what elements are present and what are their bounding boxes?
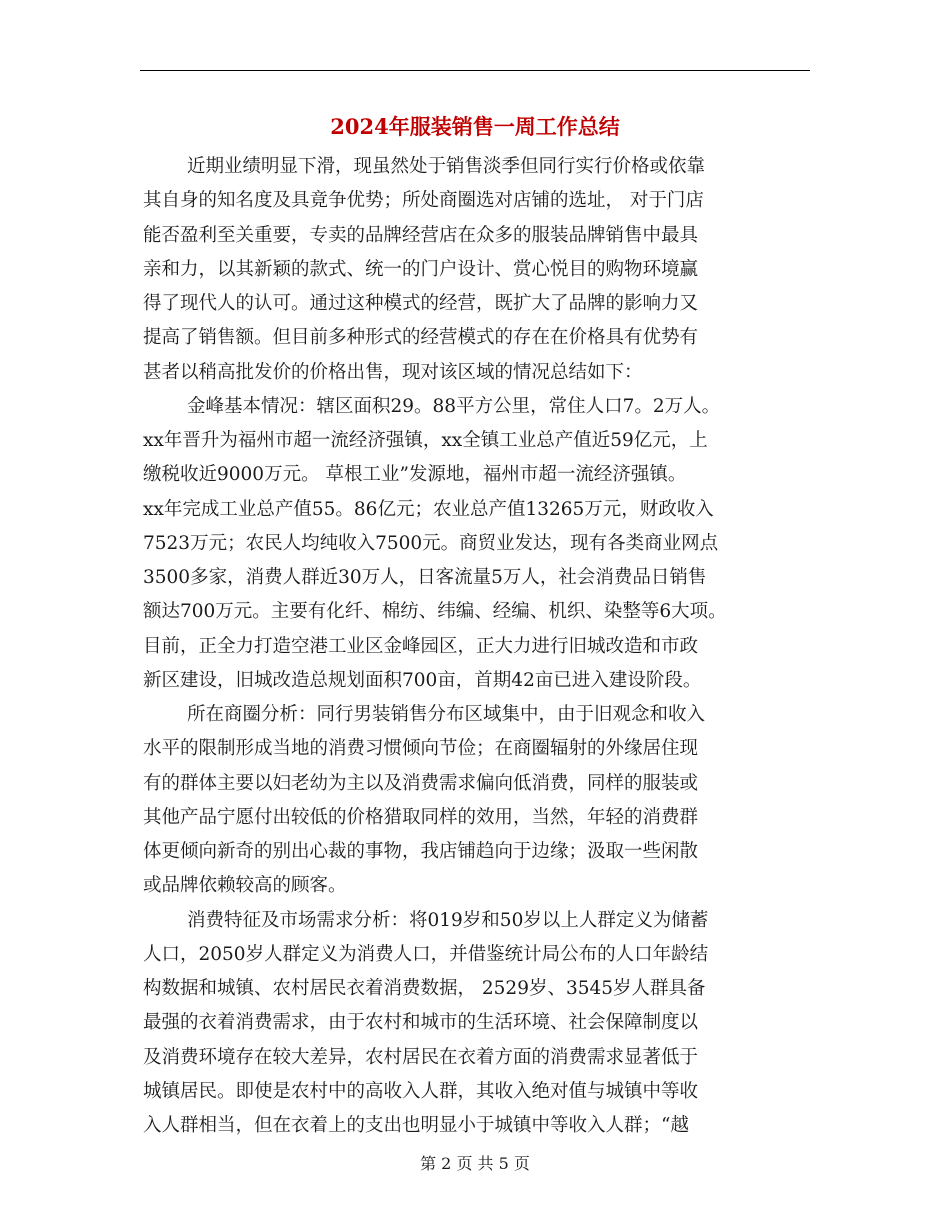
paragraph-line: 亲和力，以其新颖的款式、统一的门户设计、赏心悦目的购物环境赢 [143,258,699,280]
paragraph-line: 其他产品宁愿付出较低的价格猎取同样的效用，当然，年轻的消费群 [143,806,699,828]
paragraph-line: 消费特征及市场需求分析：将019岁和50岁以上人群定义为储蓄 [187,909,709,931]
paragraph-line: 3500多家，消费人群近30万人，日客流量5万人，社会消费品日销售 [143,567,707,588]
document-title: 2024年服装销售一周工作总结 [330,114,620,139]
paragraph-line: 目前，正全力打造空港工业区金峰园区，正大力进行旧城改造和市政 [143,635,699,657]
paragraph-line: 得了现代人的认可。通过这种模式的经营，既扩大了品牌的影响力又 [143,293,699,314]
paragraph-line: 体更倾向新奇的别出心裁的事物，我店铺趋向于边缘；汲取一些闲散 [143,841,699,862]
page-number-footer: 第 2 页 共 5 页 [420,1154,530,1173]
paragraph-line: 入人群相当，但在衣着上的支出也明显小于城镇中等收入人群；“越 [143,1115,689,1136]
paragraph-line: 甚者以稍高批发价的价格出售，现对该区域的情况总结如下： [143,361,643,383]
paragraph-line: 最强的衣着消费需求，由于农村和城市的生活环境、社会保障制度以 [143,1012,699,1034]
paragraph-line: 人口，2050岁人群定义为消费人口，并借鉴统计局公布的人口年龄结 [143,943,709,965]
paragraph-line: 其自身的知名度及具竟争优势；所处商圈选对店铺的选址， 对于门店 [143,190,704,212]
paragraph-line: 7523万元；农民人均纯收入7500元。商贸业发达，现有各类商业网点 [143,532,719,554]
paragraph-line: 水平的限制形成当地的消费习惯倾向节俭；在商圈辐射的外缘居住现 [143,738,699,760]
paragraph-line: 或品牌依赖较高的顾客。 [143,875,347,897]
paragraph-line: 及消费环境存在较大差异，农村居民在衣着方面的消费需求显著低于 [143,1046,699,1068]
paragraph-line: xx年晋升为福州市超一流经济强镇，xx全镇工业总产值近59亿元，上 [143,430,708,451]
paragraph-line: 额达700万元。主要有化纤、棉纺、纬编、经编、机织、染整等6大项。 [143,601,727,623]
paragraph-line: 缴税收近9000万元。 草根工业”发源地，福州市超一流经济强镇。 [143,464,687,486]
header-rule [140,70,810,71]
paragraph-line: 金峰基本情况：辖区面积29。88平方公里，常住人口7。2万人。 [187,395,721,417]
paragraph-line: 所在商圈分析：同行男装销售分布区域集中，由于旧观念和收入 [187,704,706,725]
paragraph-line: 近期业绩明显下滑，现虽然处于销售淡季但同行实行价格或依靠 [187,156,706,177]
document-body [143,150,843,1143]
paragraph-line: 有的群体主要以妇老幼为主以及消费需求偏向低消费，同样的服装或 [143,772,699,794]
paragraph-line: 城镇居民。即使是农村中的高收入人群，其收入绝对值与城镇中等收 [143,1080,699,1102]
paragraph-line: 提高了销售额。但目前多种形式的经营模式的存在在价格具有优势有 [143,327,699,349]
paragraph-line: 构数据和城镇、农村居民衣着消费数据， 2529岁、3545岁人群具备 [143,978,706,999]
paragraph-line: 新区建设，旧城改造总规划面积700亩，首期42亩已进入建设阶段。 [143,669,702,691]
paragraph-line: xx年完成工业总产值55。86亿元；农业总产值13265万元，财政收入 [143,498,714,520]
paragraph-line: 能否盈利至关重要，专卖的品牌经营店在众多的服装品牌销售中最具 [143,224,699,246]
